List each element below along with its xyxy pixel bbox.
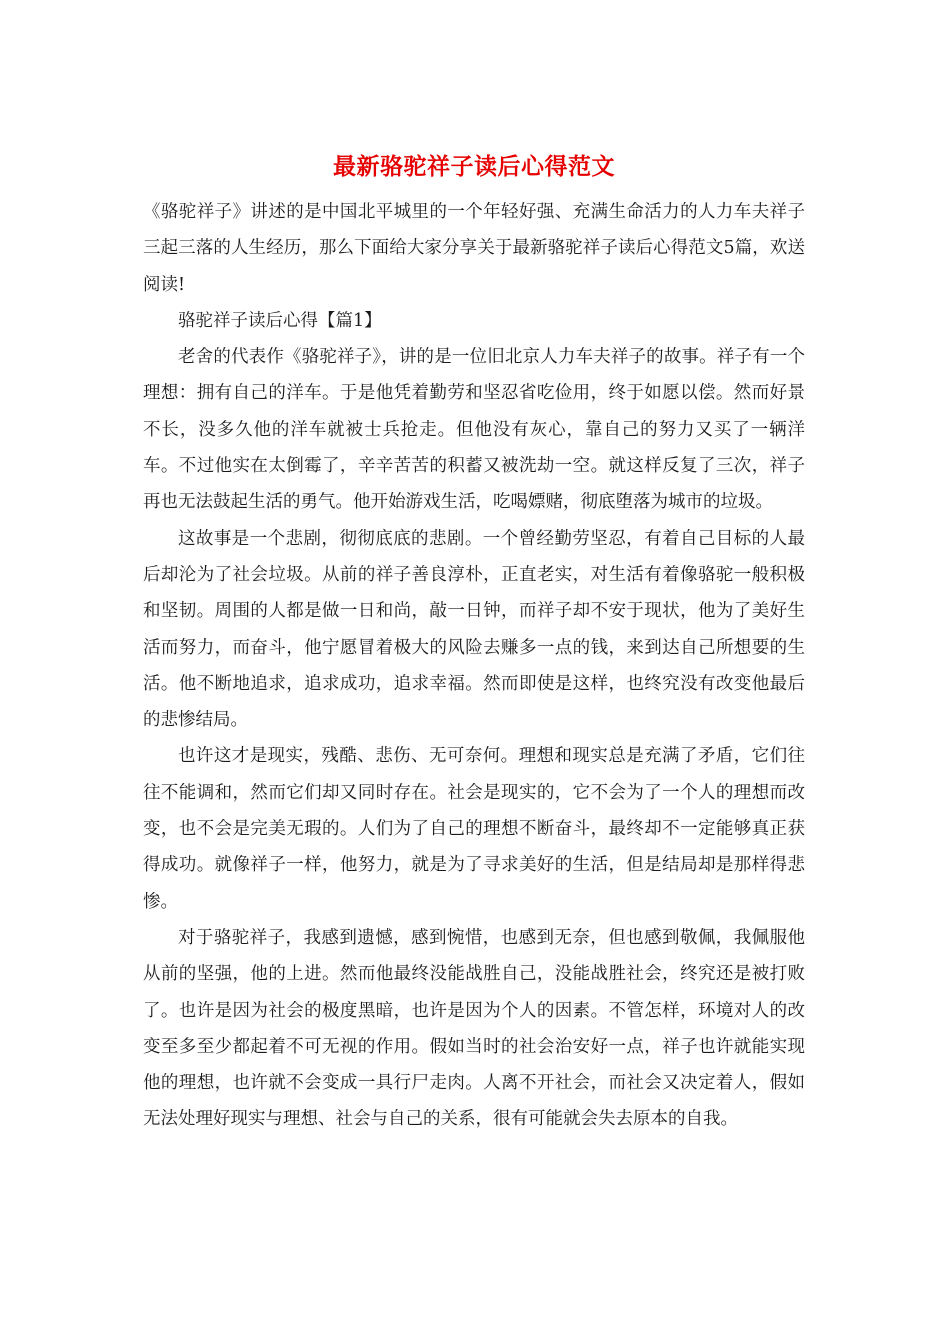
body-paragraph-1: 老舍的代表作《骆驼祥子》，讲的是一位旧北京人力车夫祥子的故事。祥子有一个理想：拥有自己的洋车。于是他凭着勤劳和坚忍省吃俭用，终于如愿以偿。然而好景不长，没多久他的洋车就被士兵抢走。但他没有灰心，靠自己的努力又买了一辆洋车。不过他实在太倒霉了，辛辛苦苦的积蓄又被洗劫一空。就这样反复了三次，祥子再也无法鼓起生活的勇气。他开始游戏生活，吃喝嫖赌，彻底堕落为城市的垃圾。: [143, 347, 805, 513]
body-paragraph-4: 对于骆驼祥子，我感到遗憾，感到惋惜，也感到无奈，但也感到敬佩，我佩服他从前的坚强，他的上进。然而他最终没能战胜自己，没能战胜社会，终究还是被打败了。也许是因为社会的极度黑暗，也许是因为个人的因素。不管怎样，环境对人的改变至多至少都起着不可无视的作用。假如当时的社会治安好一点，祥子也许就能实现他的理想，也许就不会变成一具行尸走肉。人离不开社会，而社会又决定着人，假如无法处理好现实与理想、社会与自己的关系，很有可能就会失去原本的自我。: [143, 927, 805, 1130]
document-body: [143, 146, 805, 1138]
body-paragraph-2: 这故事是一个悲剧，彻彻底底的悲剧。一个曾经勤劳坚忍，有着自己目标的人最后却沦为了社会垃圾。从前的祥子善良淳朴，正直老实，对生活有着像骆驼一般积极和坚韧。周围的人都是做一日和尚，敲一日钟，而祥子却不安于现状，他为了美好生活而努力，而奋斗，他宁愿冒着极大的风险去赚多一点的钱，来到达自己所想要的生活。他不断地追求，追求成功，追求幸福。然而即使是这样，也终究没有改变他最后的悲惨结局。: [143, 528, 805, 731]
body-paragraph-3: 也许这才是现实，残酷、悲伤、无可奈何。理想和现实总是充满了矛盾，它们往往不能调和，然而它们却又同时存在。社会是现实的，它不会为了一个人的理想而改变，也不会是完美无瑕的。人们为了自己的理想不断奋斗，最终却不一定能够真正获得成功。就像祥子一样，他努力，就是为了寻求美好的生活，但是结局却是那样得悲惨。: [143, 746, 805, 912]
intro-paragraph: 《骆驼祥子》讲述的是中国北平城里的一个年轻好强、充满生命活力的人力车夫祥子三起三落的人生经历，那么下面给大家分享关于最新骆驼祥子读后心得范文5篇，欢送阅读!: [143, 202, 805, 295]
document-title: 最新骆驼祥子读后心得范文: [333, 154, 615, 180]
section-heading: 骆驼祥子读后心得【篇1】: [178, 310, 382, 331]
